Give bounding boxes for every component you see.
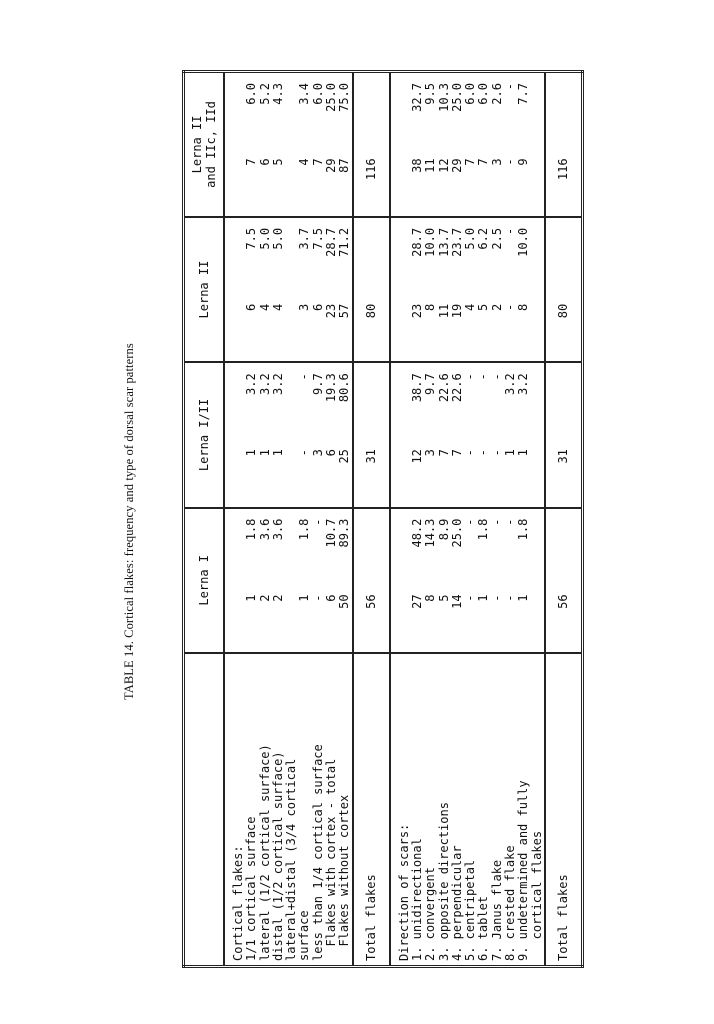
cell-line	[531, 304, 544, 362]
cell-line: 11	[436, 303, 451, 319]
cell-line: -	[476, 449, 491, 457]
cell-line: 25	[337, 449, 352, 464]
cell-line: 28.7	[409, 227, 424, 257]
cell-line	[285, 594, 298, 652]
cell-line: less than 1/4 cortical surface	[310, 744, 325, 961]
col-header-label: Lerna I	[197, 555, 211, 606]
cell-line	[531, 158, 544, 216]
cell-line: 1	[270, 449, 285, 457]
cell-line: 2.6	[489, 83, 504, 105]
cell-line: 22.6	[436, 373, 451, 403]
cell-line: 32.7	[409, 83, 424, 112]
cell-line	[398, 228, 411, 294]
cell-line	[232, 304, 245, 362]
total-blank	[353, 508, 390, 585]
cell-line: 28.7	[324, 227, 339, 257]
cell-line: 9. undetermined and fully	[516, 780, 531, 961]
cell-line: -	[503, 594, 518, 602]
cell-line: 5.0	[463, 227, 478, 250]
cell-line: 1.8	[297, 518, 312, 541]
corner-cell	[184, 653, 225, 967]
cell-line: 7	[463, 158, 478, 166]
cell-line: -	[503, 227, 518, 236]
cell-line: 3.2	[257, 373, 272, 395]
cell-line: 8	[423, 303, 438, 311]
cell-line: 3.6	[257, 518, 272, 541]
rotated-table-container	[182, 70, 574, 968]
total-row-1	[353, 72, 390, 967]
section-cortical-row	[224, 72, 353, 967]
cell-line: 48.2	[409, 518, 424, 548]
total-blank	[353, 362, 390, 439]
cell-line: 2	[489, 303, 504, 311]
section-direction-row	[390, 72, 545, 967]
cell-line: 6	[244, 303, 259, 311]
cell-line: 10.0	[423, 227, 438, 257]
cell-line: 1.8	[516, 518, 531, 541]
cell-line	[531, 519, 544, 585]
total-lerna-ii: 80	[545, 294, 583, 363]
cell-line: -	[489, 373, 504, 381]
cell-line: 27	[409, 594, 424, 609]
header-row	[184, 72, 225, 967]
cell-line: 5	[476, 303, 491, 311]
cell-line: 2. convergent	[423, 867, 438, 961]
cell-line: 13.7	[436, 227, 451, 257]
lerna-i-ii-percent	[224, 362, 353, 439]
total-row-2	[545, 72, 583, 967]
cell-line	[285, 304, 298, 362]
cell-line	[531, 373, 544, 439]
cell-line: 25.0	[449, 83, 464, 112]
cell-line: 23	[324, 303, 339, 319]
cell-line: 6	[257, 158, 272, 166]
total-lerna-iic: 116	[353, 148, 390, 217]
lerna-i-ii-count	[224, 439, 353, 508]
lerna-i-count	[224, 584, 353, 653]
cell-line: 5	[436, 594, 451, 602]
cell-line: 5. centripetal	[463, 859, 478, 961]
cell-line: 9.7	[423, 373, 438, 395]
total-lerna-ii: 80	[353, 294, 390, 363]
dir-lerna-i-ii-percent	[390, 362, 545, 439]
total-blank	[545, 508, 583, 585]
cell-line: 5.2	[257, 83, 272, 105]
total-blank	[353, 72, 390, 149]
cell-line: 6	[310, 303, 325, 311]
cell-line	[232, 228, 245, 294]
cell-line: 25.0	[449, 518, 464, 548]
cell-line: -	[463, 373, 478, 381]
lerna-i-percent	[224, 508, 353, 585]
cell-line: 1	[503, 449, 518, 457]
cell-line: -	[503, 518, 518, 526]
cell-line: 6.0	[463, 83, 478, 105]
cell-line: 3	[297, 303, 312, 311]
cell-line: 7	[436, 449, 451, 457]
cell-line	[398, 304, 411, 362]
total-lerna-i: 56	[353, 584, 390, 653]
cell-line	[398, 449, 411, 507]
col-header-label-line1: Lerna II	[190, 115, 204, 174]
cell-line: Direction of scars:	[396, 823, 411, 961]
cell-line	[232, 449, 245, 507]
cell-line	[232, 83, 245, 148]
cell-line	[531, 594, 544, 652]
cell-line: 5.0	[270, 227, 285, 250]
cell-line: 80.6	[337, 373, 352, 403]
dir-lerna-iic-percent	[390, 72, 545, 149]
col-header-label: Lerna II	[197, 260, 211, 319]
cell-line: 3.2	[503, 373, 518, 395]
cell-line: 38	[409, 158, 424, 173]
lerna-ii-percent	[224, 217, 353, 294]
cell-line: 23.7	[449, 227, 464, 257]
cell-line: Cortical flakes:	[231, 845, 245, 961]
cell-line: -	[489, 518, 504, 526]
cell-line: 3.6	[270, 518, 285, 541]
cell-line: 5	[270, 158, 285, 166]
total-lerna-i-ii: 31	[545, 439, 583, 508]
dir-lerna-i-ii-count	[390, 439, 545, 508]
cell-line: -	[503, 303, 518, 311]
cell-line: 38.7	[409, 373, 424, 403]
cell-line: 1.8	[244, 518, 259, 541]
cell-line: 12	[436, 158, 451, 173]
cell-line	[398, 373, 411, 439]
cell-line	[232, 519, 245, 585]
cell-line: 7	[310, 158, 325, 166]
cell-line: 22.6	[449, 373, 464, 403]
cell-line: 8. crested flake	[503, 845, 518, 961]
cell-line: 1/1 cortical surface	[244, 816, 259, 961]
col-header-lerna-ii	[184, 217, 225, 362]
table-caption: TABLE 14. Cortical flakes: frequency and type of dorsal scar patterns	[122, 343, 136, 700]
cell-line: 3.4	[297, 83, 312, 105]
total-blank	[545, 217, 583, 294]
cell-line: 6.0	[476, 83, 491, 105]
cell-line: 6. tablet	[476, 895, 491, 961]
cell-line: 9.5	[423, 83, 438, 105]
total-lerna-i: 56	[545, 584, 583, 653]
cell-line	[531, 228, 544, 294]
cell-line: 1. unidirectional	[409, 838, 424, 961]
cell-line: 2	[270, 594, 285, 602]
col-header-label-line2: and IIc, IId	[204, 101, 218, 188]
cell-line: 4.3	[270, 83, 285, 105]
lerna-iic-count	[224, 148, 353, 217]
cell-line: 1	[244, 594, 259, 602]
cell-line: 6	[324, 449, 339, 457]
dir-lerna-ii-percent	[390, 217, 545, 294]
cell-line: -	[463, 518, 478, 526]
cell-line	[531, 83, 544, 148]
cell-line: 1	[244, 449, 259, 457]
cell-line	[285, 519, 298, 585]
cell-line: 14	[449, 594, 464, 609]
cell-line	[398, 158, 411, 216]
cell-line: 9.7	[310, 373, 325, 395]
cell-line: 89.3	[337, 518, 352, 548]
cell-line	[398, 83, 411, 148]
cell-line: 19.3	[324, 373, 339, 403]
cell-line: Flakes with cortex - total	[324, 758, 339, 961]
cell-line: 2.5	[489, 227, 504, 250]
cortical-labels	[224, 653, 353, 967]
cell-line: 57	[337, 303, 352, 319]
cell-line: 1	[257, 449, 272, 457]
cell-line	[285, 449, 298, 507]
cell-line: 7	[476, 158, 491, 166]
total-lerna-i-ii: 31	[353, 439, 390, 508]
cell-line: -	[489, 449, 504, 457]
cell-line: lateral+distal (3/4 cortical	[284, 758, 299, 961]
cell-line: 12	[409, 449, 424, 464]
cell-line: -	[297, 373, 312, 381]
lerna-ii-count	[224, 294, 353, 363]
cell-line: -	[297, 449, 312, 457]
col-header-lerna-i	[184, 508, 225, 653]
cell-line: 1	[516, 449, 531, 457]
cell-line: 50	[337, 594, 352, 609]
cell-line: 9	[516, 158, 531, 166]
cell-line: 3.2	[270, 373, 285, 395]
cell-line: -	[463, 449, 478, 457]
cell-line: surface	[297, 910, 312, 961]
cell-line: 1.8	[476, 518, 491, 541]
cell-line: -	[476, 373, 491, 381]
cell-line: 10.7	[324, 518, 339, 548]
cell-line: 87	[337, 158, 352, 173]
cell-line	[285, 158, 298, 216]
total-blank	[545, 362, 583, 439]
cell-line: 75.0	[337, 83, 352, 112]
cell-line: 4	[270, 303, 285, 311]
cell-line: -	[310, 518, 325, 526]
cell-line: 3	[310, 449, 325, 457]
direction-labels	[390, 653, 545, 967]
cell-line: 8.9	[436, 518, 451, 541]
cell-line: 29	[449, 158, 464, 173]
cell-line	[285, 83, 298, 148]
cell-line: -	[463, 594, 478, 602]
cell-line: 5.0	[257, 227, 272, 250]
cell-line: -	[489, 594, 504, 602]
cell-line: 8	[423, 594, 438, 602]
cell-line: 3.2	[244, 373, 259, 395]
cell-line	[285, 373, 298, 439]
cell-line: 4	[297, 158, 312, 166]
cell-line: 6.0	[244, 83, 259, 105]
lerna-iic-percent	[224, 72, 353, 149]
cell-line: Flakes without cortex	[337, 794, 352, 961]
cell-line: 1	[297, 594, 312, 602]
cell-line	[285, 228, 298, 294]
cell-line	[398, 519, 411, 585]
cell-line: 3	[423, 449, 438, 457]
total-blank	[353, 217, 390, 294]
cell-line	[232, 373, 245, 439]
cell-line: 8	[516, 303, 531, 311]
total-lerna-iic: 116	[545, 148, 583, 217]
cell-line: distal (1/2 cortical surface)	[270, 751, 285, 961]
cell-line: 7.5	[310, 227, 325, 250]
cell-line: 29	[324, 158, 339, 173]
cell-line	[232, 158, 245, 216]
cell-line: 7.5	[244, 227, 259, 250]
dir-lerna-i-count	[390, 584, 545, 653]
cell-line: 7.7	[516, 83, 531, 105]
cell-line: 11	[423, 158, 438, 173]
cell-line: 4	[257, 303, 272, 311]
cell-line: 2	[257, 594, 272, 602]
total-label: Total flakes	[545, 653, 583, 967]
cell-line: 71.2	[337, 227, 352, 257]
cell-line: 7. Janus flake	[489, 859, 504, 961]
cell-line: -	[503, 83, 518, 91]
dir-lerna-i-percent	[390, 508, 545, 585]
cell-line: lateral (1/2 cortical surface)	[257, 744, 272, 961]
cell-line: 14.3	[423, 518, 438, 548]
cell-line: -	[310, 594, 325, 602]
cell-line: 3.7	[297, 227, 312, 250]
cell-line: 3. opposite directions	[436, 802, 451, 961]
cell-line: 19	[449, 303, 464, 319]
total-label: Total flakes	[353, 653, 390, 967]
col-header-lerna-ii-iic-iid	[184, 72, 225, 217]
cell-line: 10.0	[516, 227, 531, 257]
cell-line: 4. perpendicular	[449, 845, 464, 961]
cell-line: 6.2	[476, 227, 491, 250]
dir-lerna-ii-count	[390, 294, 545, 363]
dir-lerna-iic-count	[390, 148, 545, 217]
cell-line: 23	[409, 303, 424, 319]
cell-line: 7	[449, 449, 464, 457]
cell-line	[398, 594, 411, 652]
cell-line: 4	[463, 303, 478, 311]
cell-line: 3	[489, 158, 504, 166]
cell-line: 25.0	[324, 83, 339, 112]
cell-line: 6	[324, 594, 339, 602]
cell-line: 1	[516, 594, 531, 602]
col-header-lerna-i-ii	[184, 362, 225, 507]
cell-line: 1	[476, 594, 491, 602]
cell-line: -	[503, 158, 518, 166]
data-table	[182, 70, 584, 968]
cell-line: 7	[244, 158, 259, 166]
cell-line	[531, 449, 544, 507]
col-header-label: Lerna I/II	[197, 398, 211, 472]
cell-line: 3.2	[516, 373, 531, 395]
cell-line: 10.3	[436, 83, 451, 112]
total-blank	[545, 72, 583, 149]
cell-line: 6.0	[310, 83, 325, 105]
cell-line: cortical flakes	[529, 830, 544, 961]
cell-line	[232, 594, 245, 652]
